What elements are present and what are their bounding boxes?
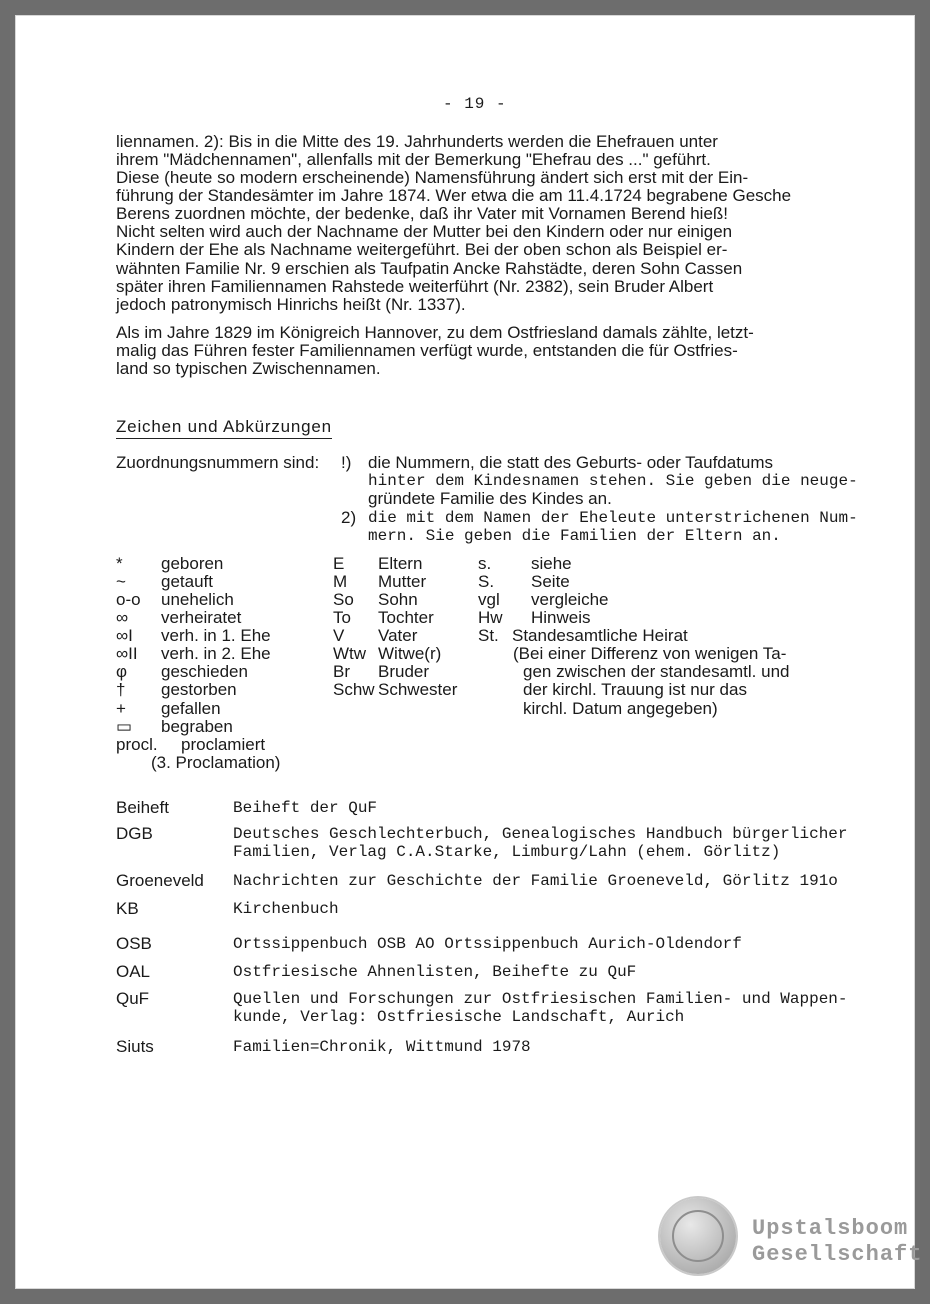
zuordnung-item-line: die Nummern, die statt des Geburts- oder Taufdatums (368, 453, 774, 472)
symbol-meaning: geschieden (161, 662, 248, 681)
brand-line-2: Gesellschaft (752, 1242, 923, 1267)
relation-meaning: Sohn (378, 590, 418, 609)
misc-code: St. (478, 626, 499, 645)
page-number: - 19 - (443, 95, 507, 113)
paragraph-line: führung der Standesämter im Jahre 1874. Wer etwa die am 11.4.1724 begrabene Gesche (116, 186, 792, 205)
paragraph-line: Als im Jahre 1829 im Königreich Hannover, zu dem Ostfriesland damals zählte, letzt- (116, 323, 754, 342)
symbol-buried: ▭ (116, 717, 133, 736)
paragraph-line: Diese (heute so modern erscheinende) Namensführung ändert sich erst mit der Ein- (116, 168, 749, 187)
symbol-meaning: gestorben (161, 680, 237, 699)
document-page (15, 15, 923, 1289)
zuordnung-item-line: hinter dem Kindesnamen stehen. Sie geben die neuge- (368, 472, 858, 490)
paragraph-line: Nicht selten wird auch der Nachname der Mutter bei den Kindern oder nur einigen (116, 222, 733, 241)
seal-icon (660, 1198, 736, 1274)
reference-value: Beiheft der QuF (233, 799, 378, 817)
reference-value: Kirchenbuch (233, 900, 339, 918)
zuordnung-item-number: 2) (341, 508, 357, 527)
reference-key: QuF (116, 989, 150, 1008)
reference-key: Beiheft (116, 798, 169, 817)
section-heading: Zeichen und Abkürzungen (116, 417, 332, 439)
paragraph-line: liennamen. 2): Bis in die Mitte des 19. Jahrhunderts werden die Ehefrauen unter (116, 132, 718, 151)
symbol-meaning: unehelich (161, 590, 234, 609)
misc-meaning: siehe (531, 554, 572, 573)
reference-key: Siuts (116, 1037, 154, 1056)
reference-key: KB (116, 899, 139, 918)
standesamt-note-line: der kirchl. Trauung ist nur das (523, 680, 747, 699)
relation-code: V (333, 626, 345, 645)
zuordnung-item-line: gründete Familie des Kindes an. (368, 489, 612, 508)
paragraph-line: wähnten Familie Nr. 9 erschien als Taufpatin Ancke Rahstädte, deren Sohn Cassen (116, 259, 743, 278)
relation-meaning: Mutter (378, 572, 427, 591)
relation-meaning: Witwe(r) (378, 644, 442, 663)
standesamt-note-line: kirchl. Datum angegeben) (523, 699, 718, 718)
reference-key: Groeneveld (116, 871, 204, 890)
zuordnung-label: Zuordnungsnummern sind: (116, 453, 320, 472)
relation-code: E (333, 554, 345, 573)
relation-meaning: Bruder (378, 662, 430, 681)
proclamation-note: (3. Proclamation) (151, 753, 281, 772)
reference-key: OAL (116, 962, 151, 981)
zuordnung-item-number: !) (341, 453, 352, 472)
symbol-illegitimate: o-o (116, 590, 141, 609)
symbol-divorced: φ (116, 662, 128, 681)
symbol-meaning: gefallen (161, 699, 221, 718)
symbol-born: * (116, 554, 123, 573)
paragraph-line: Kindern der Ehe als Nachname weitergeführt. Bei der oben schon als Beispiel er- (116, 240, 728, 259)
relation-code: Wtw (333, 644, 367, 663)
reference-value: Nachrichten zur Geschichte der Familie Groeneveld, Görlitz 191o (233, 872, 838, 890)
symbol-proclaimed: procl. (116, 735, 158, 754)
symbol-meaning: geboren (161, 554, 224, 573)
relation-code: To (333, 608, 351, 627)
zuordnung-item-line: mern. Sie geben die Familien der Eltern an. (368, 527, 781, 545)
symbol-died: † (116, 680, 126, 699)
relation-meaning: Vater (378, 626, 418, 645)
standesamt-note-line: (Bei einer Differenz von wenigen Ta- (513, 644, 787, 663)
paragraph-line: jedoch patronymisch Hinrichs heißt (Nr. 1337). (116, 295, 466, 314)
symbol-meaning: begraben (161, 717, 233, 736)
reference-value: Ostfriesische Ahnenlisten, Beihefte zu QuF (233, 963, 637, 981)
reference-value: kunde, Verlag: Ostfriesische Landschaft, Aurich (233, 1008, 685, 1026)
relation-code: So (333, 590, 354, 609)
relation-code: Schw (333, 680, 375, 699)
brand-line-1: Upstalsboom (752, 1216, 909, 1241)
relation-meaning: Schwester (378, 680, 458, 699)
misc-code: vgl (478, 590, 500, 609)
relation-meaning: Tochter (378, 608, 434, 627)
symbol-meaning: getauft (161, 572, 213, 591)
reference-value: Familien, Verlag C.A.Starke, Limburg/Lahn (ehem. Görlitz) (233, 843, 781, 861)
reference-value: Quellen und Forschungen zur Ostfriesischen Familien- und Wappen- (233, 990, 848, 1008)
reference-value: Ortssippenbuch OSB AO Ortssippenbuch Aurich-Oldendorf (233, 935, 742, 953)
misc-code: S. (478, 572, 495, 591)
symbol-meaning: proclamiert (181, 735, 266, 754)
reference-key: DGB (116, 824, 153, 843)
reference-key: OSB (116, 934, 152, 953)
misc-meaning: Standesamtliche Heirat (512, 626, 688, 645)
symbol-married: ∞ (116, 608, 129, 627)
relation-code: M (333, 572, 348, 591)
reference-value: Familien=Chronik, Wittmund 1978 (233, 1038, 531, 1056)
symbol-first-marriage: ∞I (116, 626, 133, 645)
zuordnung-item-line: die mit dem Namen der Eheleute unterstrichenen Num- (368, 509, 858, 527)
symbol-meaning: verh. in 1. Ehe (161, 626, 271, 645)
misc-meaning: Seite (531, 572, 570, 591)
paragraph-line: malig das Führen fester Familiennamen verfügt wurde, entstanden die für Ostfries- (116, 341, 738, 360)
reference-value: Deutsches Geschlechterbuch, Genealogisches Handbuch bürgerlicher (233, 825, 848, 843)
misc-code: s. (478, 554, 492, 573)
symbol-second-marriage: ∞II (116, 644, 138, 663)
paragraph-line: land so typischen Zwischennamen. (116, 359, 381, 378)
standesamt-note-line: gen zwischen der standesamtl. und (523, 662, 790, 681)
misc-code: Hw (478, 608, 503, 627)
paragraph-line: später ihren Familiennamen Rahstede weiterführt (Nr. 2382), sein Bruder Albert (116, 277, 714, 296)
relation-meaning: Eltern (378, 554, 423, 573)
symbol-fallen: + (116, 699, 126, 718)
symbol-meaning: verh. in 2. Ehe (161, 644, 271, 663)
paragraph-line: ihrem "Mädchennamen", allenfalls mit der Bemerkung "Ehefrau des ..." geführt. (116, 150, 711, 169)
paragraph-line: Berens zuordnen möchte, der bedenke, daß ihr Vater mit Vornamen Berend hieß! (116, 204, 729, 223)
misc-meaning: vergleiche (531, 590, 609, 609)
misc-meaning: Hinweis (531, 608, 591, 627)
relation-code: Br (333, 662, 350, 681)
symbol-baptized: ~ (116, 572, 126, 591)
symbol-meaning: verheiratet (161, 608, 242, 627)
seal-ring-icon (672, 1210, 724, 1262)
